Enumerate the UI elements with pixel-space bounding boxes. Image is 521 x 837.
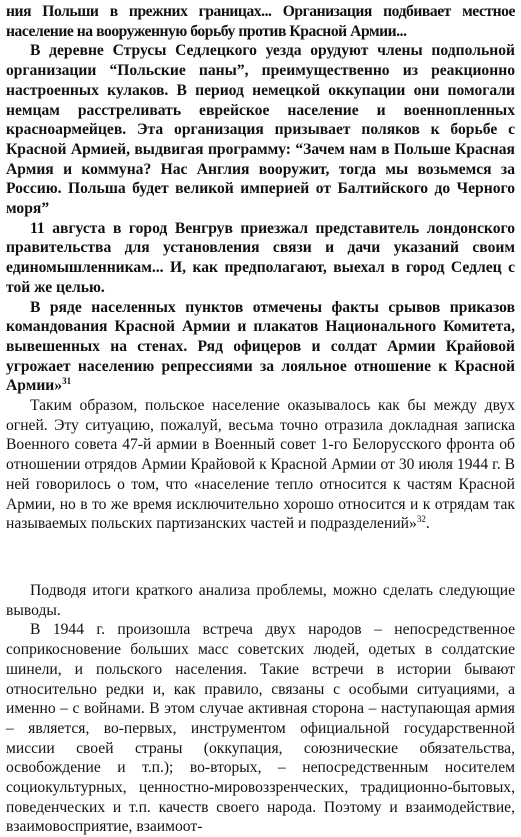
paragraph-5-suffix: . xyxy=(425,515,430,533)
paragraph-6 xyxy=(6,581,515,620)
paragraph-4 xyxy=(6,298,515,397)
paragraph-1-text: ния Польши в прежних границах... Организация подбивает местное население на вооруженную борьбу против Красной Армии... xyxy=(6,3,515,40)
paragraph-6-text: Подводя итоги краткого анализа проблемы, можно сделать следующие выводы. xyxy=(6,581,515,619)
section-gap xyxy=(6,534,515,581)
paragraph-3-text: 11 августа в город Венгрув приезжал представитель лондонского правительства для установления связи и дачи указаний своим единомышленникам... И, как предполагают, выехал в город Седлец с той же целью. xyxy=(6,219,515,296)
quoted-block xyxy=(6,2,515,396)
paragraph-2-text: В деревне Струсы Седлецкого уезда орудуют члены подпольной организации “Польские паны”, преимущественно из реакционно настроенных кулаков. В период немецкой оккупации они помогали немцам расстреливать еврейское население и военнопленных красноармейцев. Эта организация призывает поляков к борьбе с Красной Армией, выдвигая программу: “Зачем нам в Польше Красная Армия и коммуна? Нас Англия вооружит, тогда мы возьмемся за Россию. Польша будет великой империей от Балтийского до Черного моря” xyxy=(6,42,515,218)
footnote-ref-31: 31 xyxy=(62,376,72,387)
footnote-ref-32: 32 xyxy=(416,514,426,525)
paragraph-2 xyxy=(6,41,515,218)
paragraph-3 xyxy=(6,219,515,298)
paragraph-4-text: В ряде населенных пунктов отмечены факты срывов приказов командования Красной Армии и плакатов Национального Комитета, вывешенных на стенах. Ряд офицеров и солдат Армии Крайовой угрожает населению репрессиями за лояльное отношение к Красной Армии» xyxy=(6,298,515,395)
paragraph-1 xyxy=(6,2,515,41)
paragraph-5 xyxy=(6,396,515,534)
paragraph-7-text: В 1944 г. произошла встреча двух народов – непосредственное соприкосновение больших масс советских людей, одетых в солдатские шинели, и польского населения. Такие встречи в истории бывают относительно редки и, как правило, связаны с особыми ситуациями, а именно – с войнами. В этом случае активная сторона – наступающая армия – является, во-первых, инструментом официальной государственной миссии своей страны (оккупация, союзнические обязательства, освобождение и т.п.); во-вторых, – непосредственным носителем социокультурных, ценностно-мировоззренческих, традиционно-бытовых, поведенческих и т.п. качеств своего народа. Поэтому и взаимодействие, взаимовосприятие, взаимоот- xyxy=(6,621,515,836)
paragraph-7 xyxy=(6,620,515,837)
paragraph-5-text: Таким образом, польское население оказывалось как бы между двух огней. Эту ситуацию, пожалуй, весьма точно отразила докладная записка Военного совета 47-й армии в Военный совет 1-го Белорусского фронта об отношении отрядов Армии Крайовой к Красной Армии от 30 июля 1944 г. В ней говорилось о том, что «население тепло относится к частям Красной Армии, но в то же время исключительно хорошо относится и к отрядам так называемых польских партизанских частей и подразделений» xyxy=(6,397,515,533)
